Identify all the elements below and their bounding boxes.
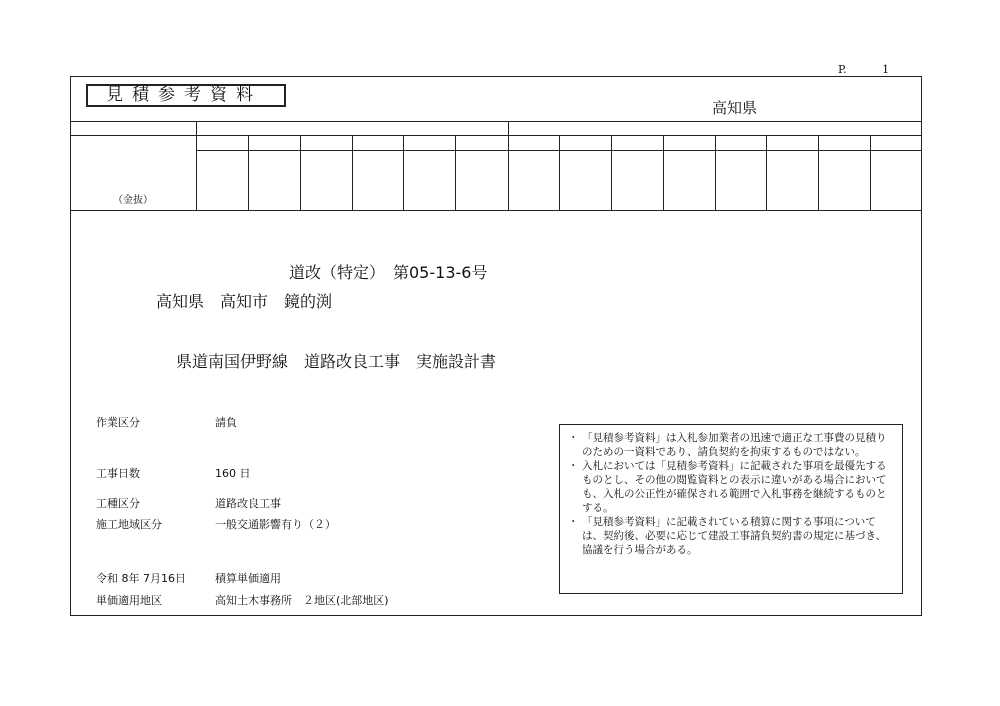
bullet-icon: ・ (568, 432, 579, 444)
field-label-date: 令和 8年 7月16日 (96, 572, 186, 585)
field-value-category: 道路改良工事 (215, 497, 281, 510)
grid-column-line (248, 135, 249, 210)
bullet-icon: ・ (568, 460, 579, 472)
page-label: P. (838, 63, 847, 76)
grid-column-line (818, 135, 819, 210)
grid-column-line (403, 135, 404, 210)
project-name: 県道南国伊野線 道路改良工事 実施設計書 (176, 352, 497, 371)
field-label-work-type: 作業区分 (96, 416, 140, 429)
notice-text: 「見積参考資料」に記載されている積算に関する事項については、契約後、必要に応じて建設工事請負契約書の規定に基づき、協議を行う場合がある。 (582, 516, 887, 556)
grid-column-line (663, 135, 664, 210)
grid-column-line (559, 135, 560, 210)
grid-column-line (352, 135, 353, 210)
field-value-unit-area: 高知土木事務所 ２地区(北部地区) (215, 594, 389, 607)
grid-column-line (715, 135, 716, 210)
field-label-unit-area: 単価適用地区 (96, 594, 162, 607)
notice-item (568, 459, 894, 515)
prefecture-label: 高知県 (712, 99, 758, 117)
page-number (838, 63, 889, 76)
field-label-days: 工事日数 (96, 467, 140, 480)
page-number-value: 1 (882, 63, 890, 76)
field-value-area: 一般交通影響有り（２） (215, 518, 336, 531)
grid-line-bottom (70, 210, 922, 211)
grid-column-line (766, 135, 767, 210)
grid-line-top (70, 121, 922, 122)
field-value-work-type: 請負 (215, 416, 237, 429)
grid-column-line (611, 135, 612, 210)
grid-column-line (455, 135, 456, 210)
notice-item (568, 431, 894, 459)
document-title: 見積参考資料 (86, 84, 286, 107)
field-label-category: 工種区分 (96, 497, 140, 510)
field-label-area: 施工地域区分 (96, 518, 162, 531)
notice-box (559, 424, 903, 594)
grid-col-mid (508, 121, 509, 210)
grid-column-line (870, 135, 871, 210)
field-value-date: 積算単価適用 (215, 572, 281, 585)
amount-excluded-note: （金抜） (113, 195, 153, 206)
notice-text: 「見積参考資料」は入札参加業者の迅速で適正な工事費の見積りのための一資料であり、請負契約を拘束するものではない。 (582, 432, 887, 458)
grid-col-left (196, 121, 197, 210)
bullet-icon: ・ (568, 516, 579, 528)
notice-text: 入札においては「見積参考資料」に記載された事項を最優先するものとし、その他の閲覧資料との表示に違いがある場合においても、入札の公正性が確保される範囲で入札事務を継続するものとする。 (582, 460, 887, 514)
field-value-days: 160 日 (215, 467, 251, 480)
notice-item (568, 515, 894, 557)
project-location: 高知県 高知市 鏡的渕 (156, 292, 333, 311)
project-code: 道改（特定） 第05-13-6号 (289, 263, 488, 282)
grid-column-line (300, 135, 301, 210)
grid-line-2 (70, 135, 922, 136)
